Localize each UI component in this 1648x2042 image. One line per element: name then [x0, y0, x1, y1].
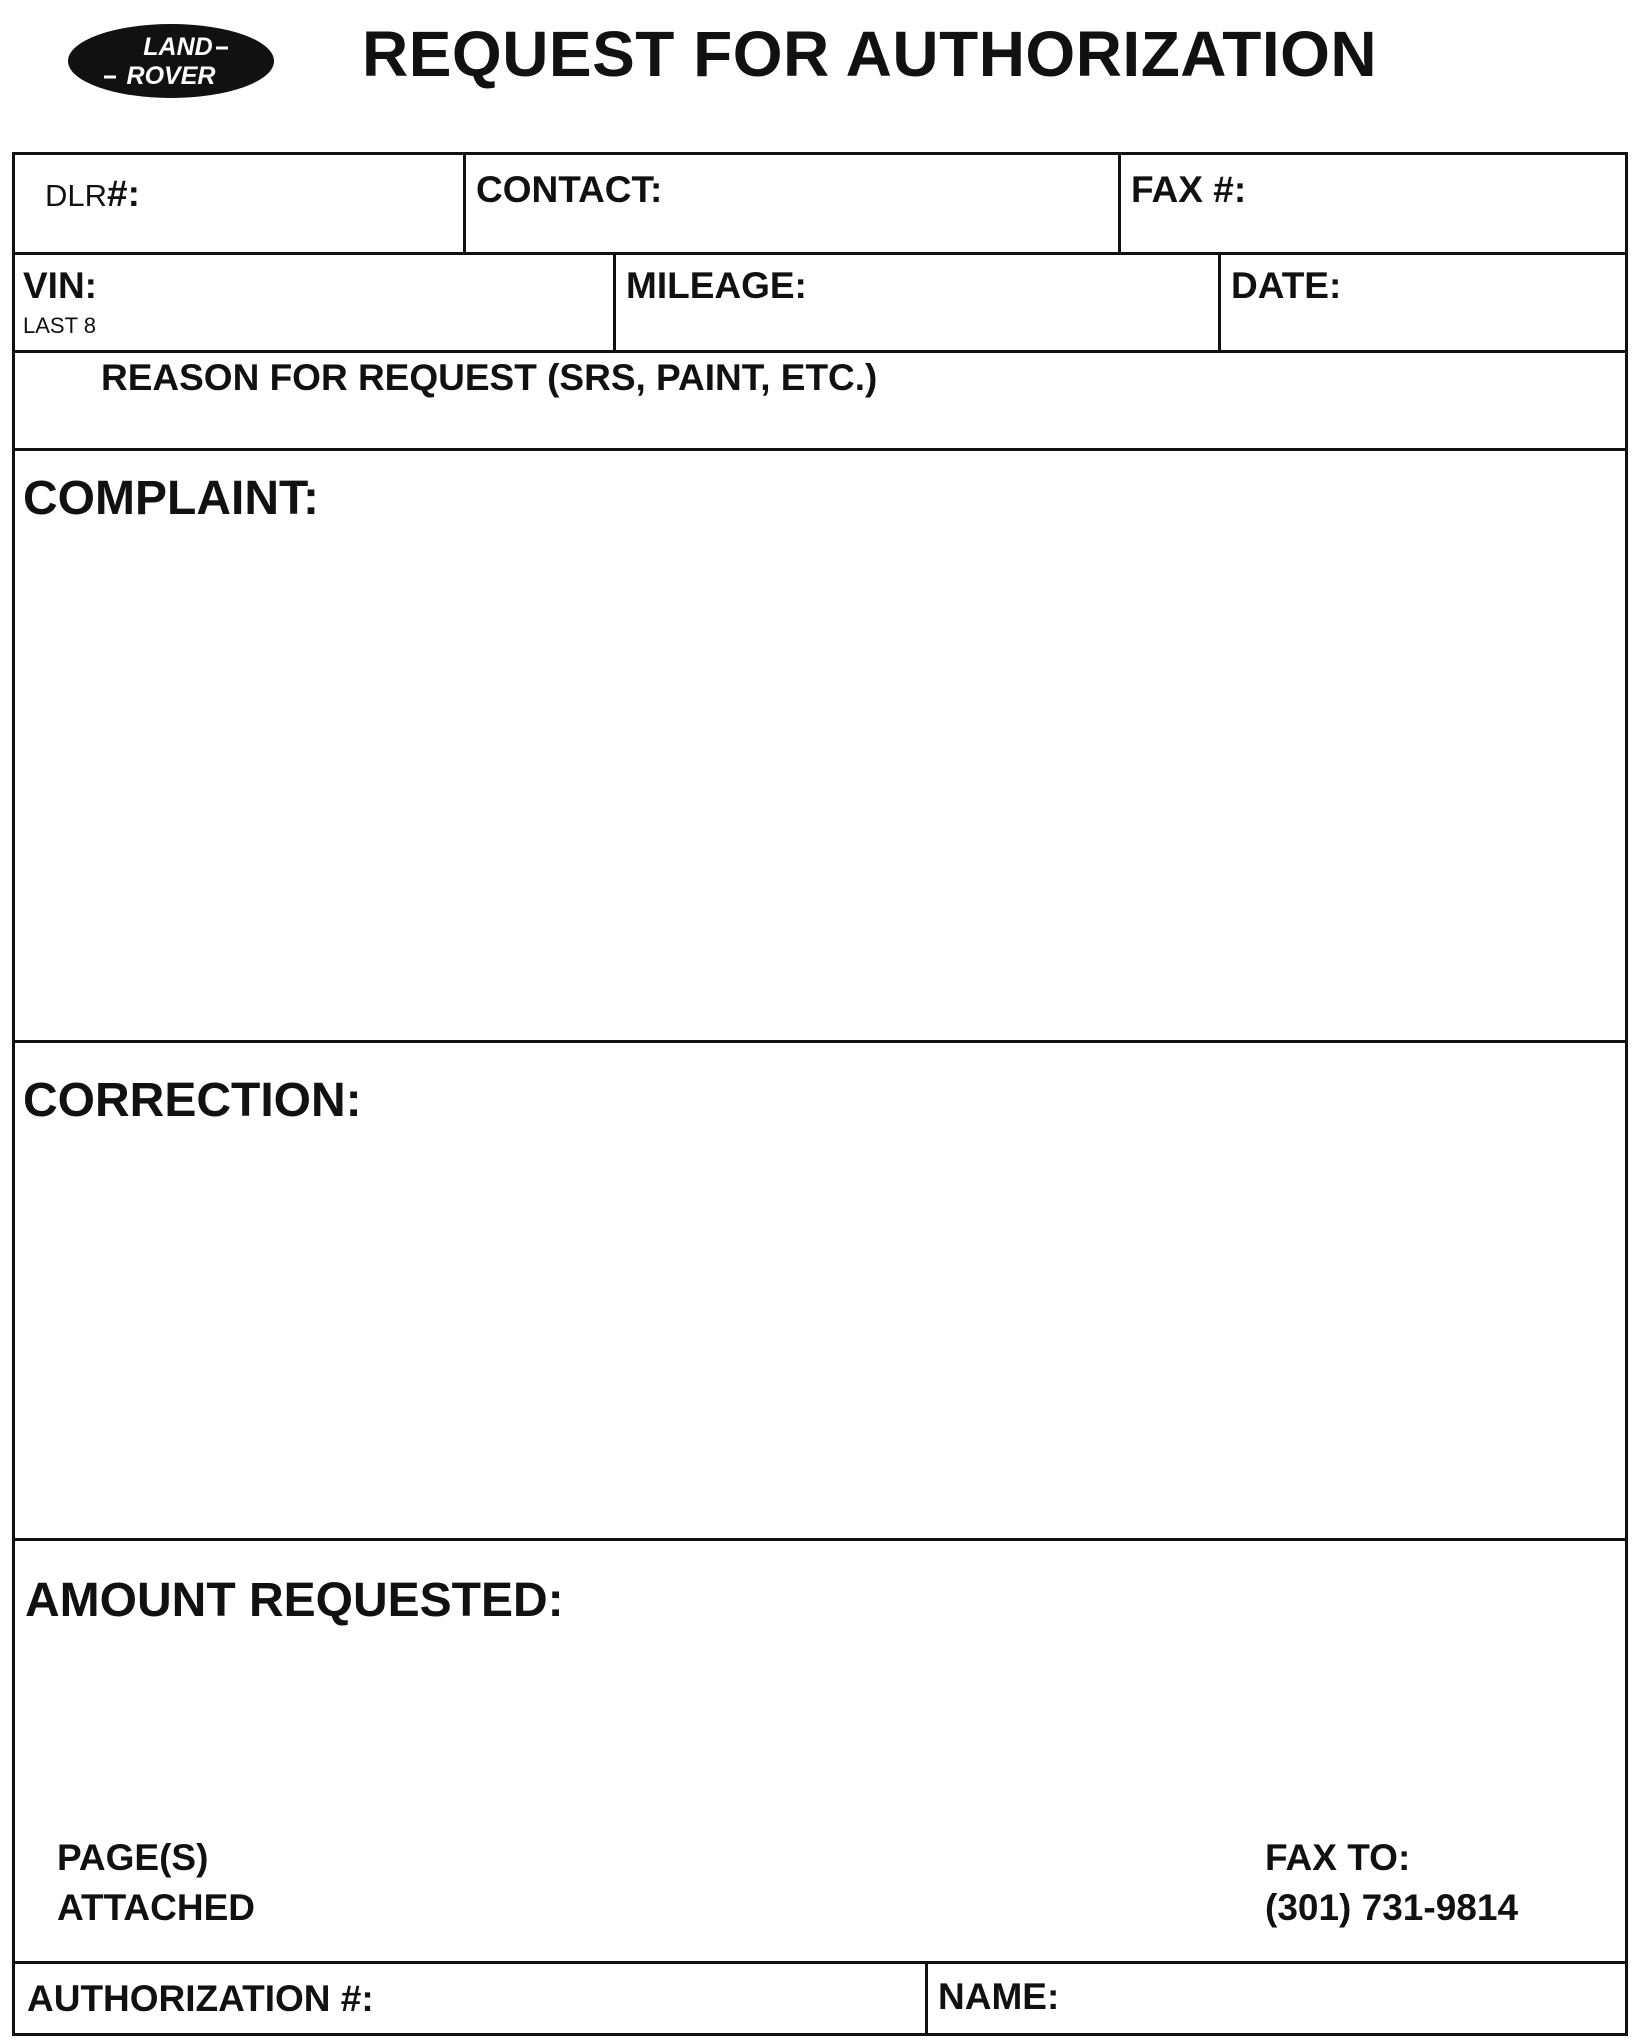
date-field[interactable] [1221, 255, 1621, 350]
reason-label: REASON FOR REQUEST (SRS, PAINT, ETC.) [101, 357, 878, 398]
correction-field[interactable] [15, 1043, 1625, 1538]
vin-label: VIN: [23, 265, 97, 306]
dealer-number-prefix: DLR [45, 178, 108, 213]
pages-attached-line1: PAGE(S) [57, 1837, 209, 1878]
vin-sublabel: LAST 8 [23, 313, 96, 338]
pages-attached-line2: ATTACHED [57, 1887, 255, 1928]
dealer-number-suffix: #: [107, 173, 140, 214]
mileage-label: MILEAGE: [626, 265, 807, 306]
contact-field[interactable] [466, 155, 1118, 252]
authorization-number-field[interactable] [15, 1964, 925, 2036]
dealer-number-field[interactable] [15, 155, 463, 252]
vin-field[interactable] [15, 255, 613, 350]
reason-field[interactable] [15, 353, 1625, 448]
fax-to-label: FAX TO: [1265, 1837, 1411, 1878]
complaint-label: COMPLAINT: [23, 472, 319, 525]
fax-to-number: (301) 731-9814 [1265, 1887, 1519, 1928]
amount-requested-label: AMOUNT REQUESTED: [25, 1574, 564, 1627]
fax-number-field[interactable] [1121, 155, 1621, 252]
land-rover-logo [66, 22, 276, 100]
page-title: REQUEST FOR AUTHORIZATION [362, 18, 1378, 90]
fax-number-label: FAX #: [1131, 169, 1247, 210]
correction-label: CORRECTION: [23, 1074, 362, 1127]
amount-requested-field[interactable] [15, 1541, 1625, 1961]
mileage-field[interactable] [616, 255, 1218, 350]
logo-text-rover: ROVER [126, 62, 216, 90]
contact-label: CONTACT: [476, 169, 663, 210]
name-label: NAME: [938, 1976, 1060, 2017]
authorization-form [12, 152, 1628, 2036]
date-label: DATE: [1231, 265, 1342, 306]
logo-text-land: LAND [143, 33, 213, 61]
complaint-field[interactable] [15, 451, 1625, 1040]
name-field[interactable] [928, 1964, 1625, 2036]
authorization-number-label: AUTHORIZATION #: [27, 1978, 374, 2019]
